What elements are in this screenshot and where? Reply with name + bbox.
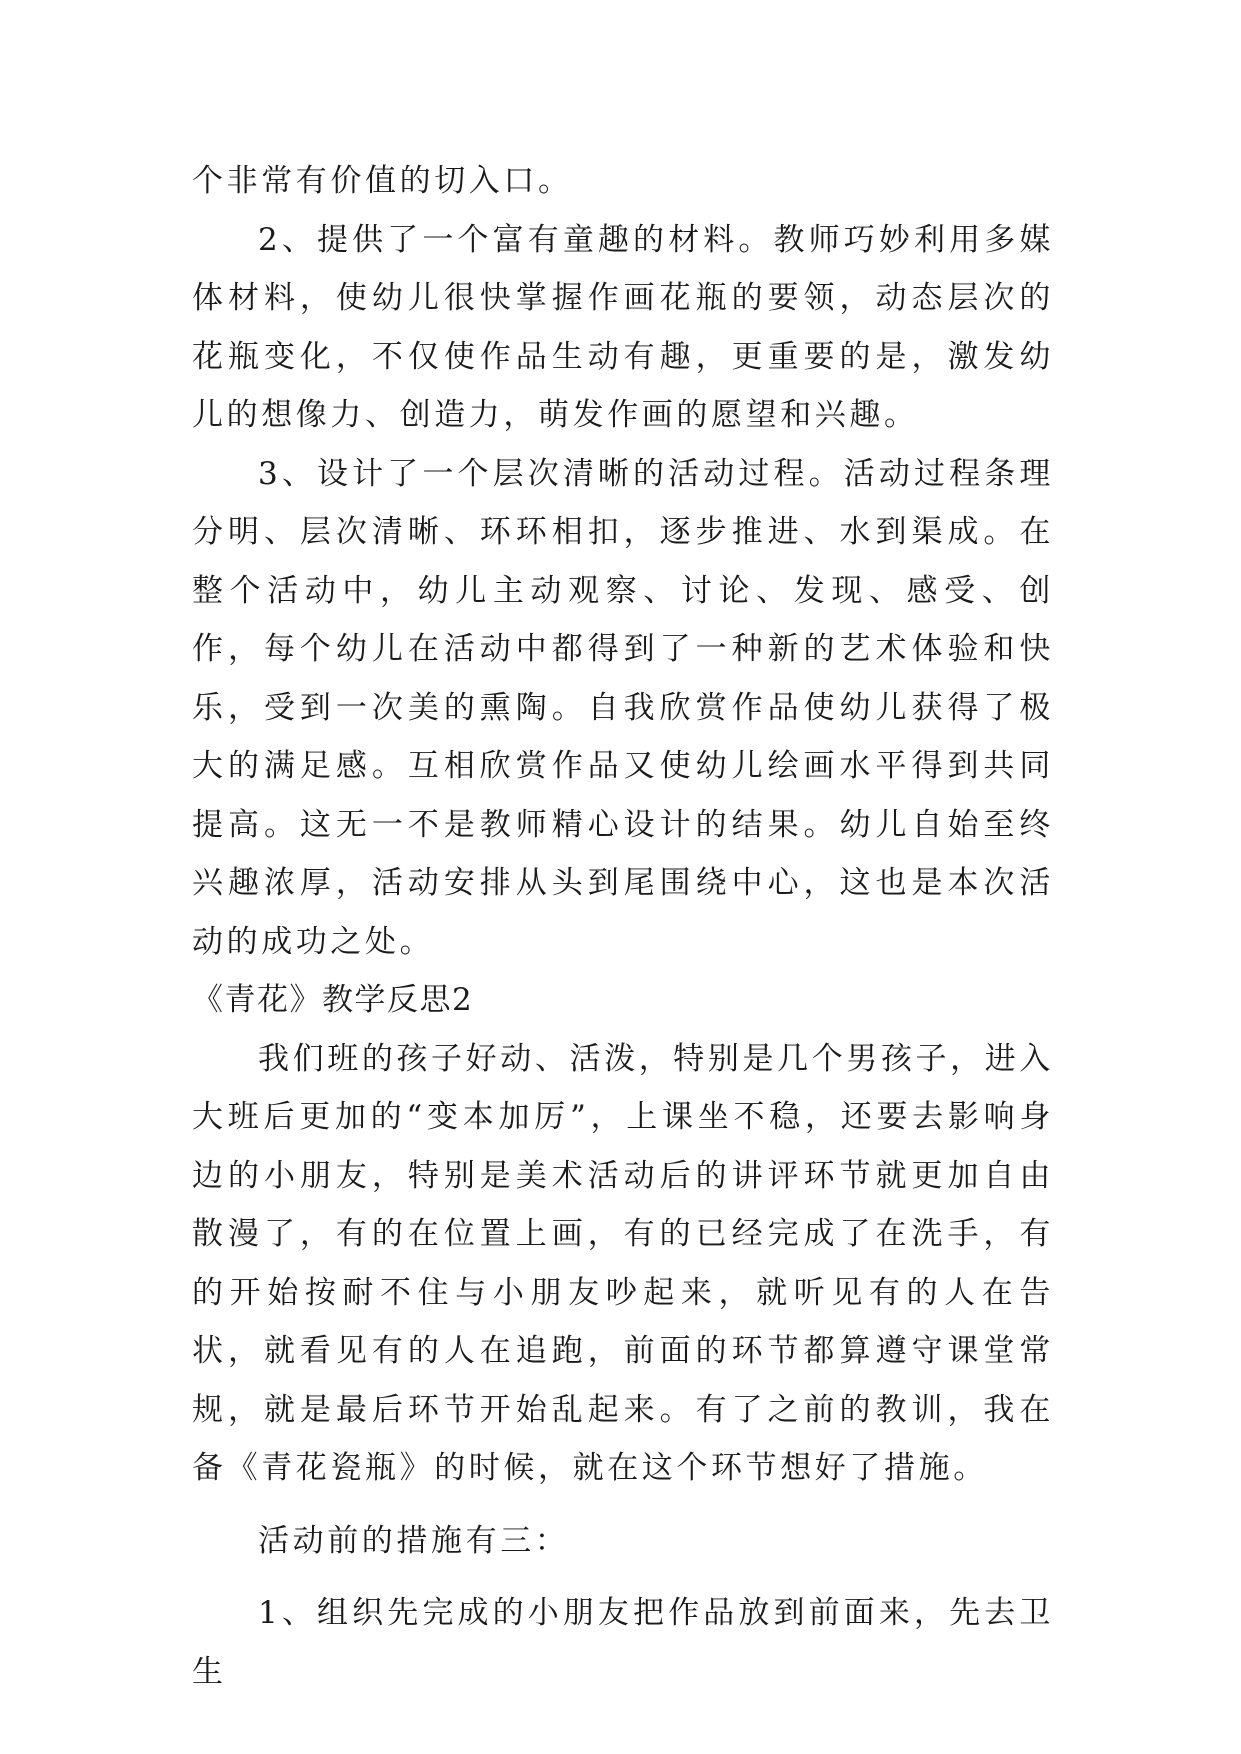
paragraph-measure-1: 1、组织先完成的小朋友把作品放到前面来，先去卫生 [192, 1595, 1054, 1690]
paragraph-class-description: 我们班的孩子好动、活泼，特别是几个男孩子，进入大班后更加的“变本加厉”，上课坐不稳，还要去影响身边的小朋友，特别是美术活动后的讲评环节就更加自由散漫了，有的在位置上画，有的已经完成了在洗手，有的开始按耐不住与小朋友吵起来，就听见有的人在告状，就看见有的人在追跑，前面的环节都算遵守课堂常规，就是最后环节开始乱起来。有了之前的教训，我在备《青花瓷瓶》的时候，就在这个环节想好了措施。 [192, 1040, 1054, 1486]
paragraph-continuation: 个非常有价值的切入口。 [192, 163, 573, 199]
paragraph-point-2: 2、提供了一个富有童趣的材料。教师巧妙利用多媒体材料，使幼儿很快掌握作画花瓶的要领，动态层次的花瓶变化，不仅使作品生动有趣，更重要的是，激发幼儿的想像力、创造力，萌发作画的愿望和兴趣。 [192, 221, 1054, 433]
paragraph-measures-intro: 活动前的措施有三： [258, 1522, 570, 1559]
paragraph-point-3: 3、设计了一个层次清晰的活动过程。活动过程条理分明、层次清晰、环环相扣，逐步推进、水到渠成。在整个活动中，幼儿主动观察、讨论、发现、感受、创作，每个幼儿在活动中都得到了一种新的艺术体验和快乐，受到一次美的熏陶。自我欣赏作品使幼儿获得了极大的满足感。互相欣赏作品又使幼儿绘画水平得到共同提高。这无一不是教师精心设计的结果。幼儿自始至终兴趣浓厚，活动安排从头到尾围绕中心，这也是本次活动的成功之处。 [192, 455, 1054, 960]
section-heading: 《青花》教学反思2 [192, 982, 474, 1018]
document-body [192, 152, 1054, 1701]
